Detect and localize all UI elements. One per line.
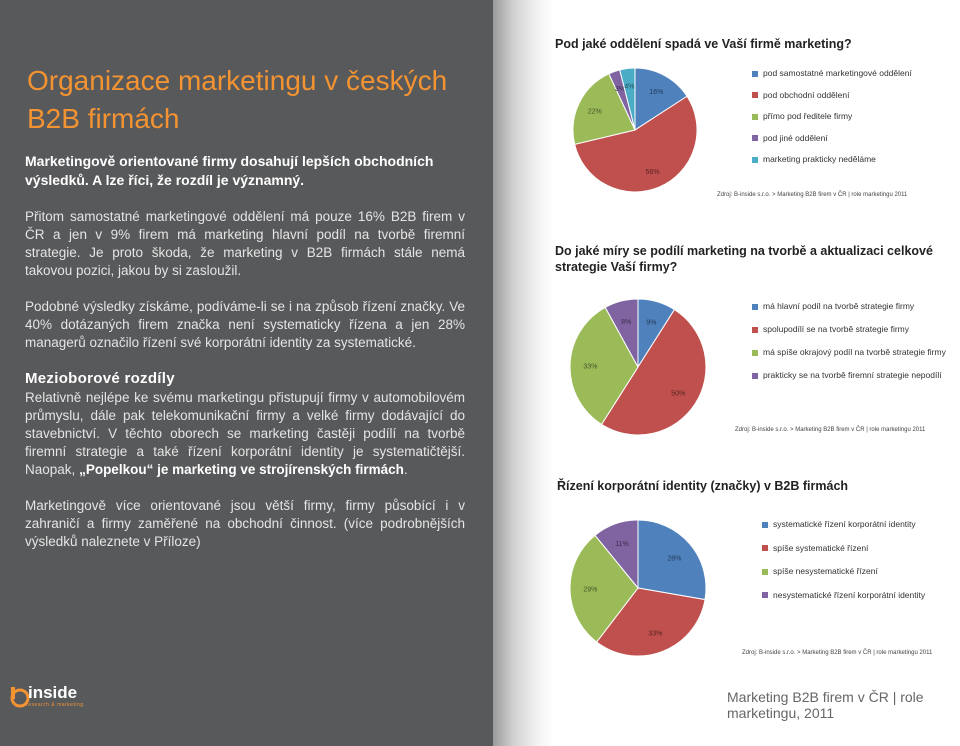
legend-swatch — [752, 135, 758, 141]
legend-label: má hlavní podíl na tvorbě strategie firmy — [763, 301, 915, 311]
legend-label: prakticky se na tvorbě firemní strategie nepodílí — [763, 370, 942, 380]
legend-swatch — [752, 92, 758, 98]
legend-swatch — [752, 157, 758, 163]
chart-2-legend-item-4 — [752, 370, 942, 380]
page-footer: Marketing B2B firem v ČR | role marketingu, 2011 — [727, 689, 924, 721]
legend-swatch — [752, 304, 758, 310]
chart-3-data-label-1: 28% — [667, 555, 682, 563]
chart-1-pie — [570, 58, 710, 198]
legend-label: spíše systematické řízení — [773, 542, 869, 553]
chart-2-pie — [563, 292, 713, 442]
chart-3-legend-item-2 — [762, 543, 868, 553]
chart-2-question: Do jaké míry se podílí marketing na tvorbě a aktualizaci celkové strategie Vaší firmy? — [555, 244, 933, 274]
page-title: Organizace marketingu v českých B2B firmách — [27, 65, 448, 134]
chart-1-legend-item-5 — [752, 154, 876, 164]
chart-3-data-label-4: 11% — [615, 541, 629, 549]
legend-label: spolupodílí se na tvorbě strategie firmy — [763, 324, 909, 334]
legend-swatch — [752, 114, 758, 120]
chart-1-legend-item-1 — [752, 68, 912, 78]
chart-2-data-label-2: 50% — [671, 390, 686, 398]
chart-2-data-label-4: 8% — [621, 318, 632, 326]
chart-3-legend-item-1 — [762, 519, 916, 529]
chart-1-data-label-4: 3% — [614, 85, 626, 93]
logo-subtitle: research & marketing — [26, 702, 84, 708]
legend-swatch — [752, 373, 758, 379]
legend-label: pod obchodní oddělení — [763, 89, 850, 100]
legend-swatch — [752, 71, 758, 77]
legend-swatch — [752, 350, 758, 356]
chart-1-data-label-1: 16% — [649, 88, 664, 96]
chart-3-source: Zdroj: B-inside s.r.o. > Marketing B2B firem v ČR | role marketingu 2011 — [742, 650, 933, 656]
legend-swatch — [762, 569, 768, 575]
legend-swatch — [762, 592, 768, 598]
legend-swatch — [762, 522, 768, 528]
chart-1-data-label-5: 4% — [624, 83, 635, 91]
chart-2-data-label-3: 33% — [583, 363, 598, 371]
chart-1-source: Zdroj: B-inside s.r.o. > Marketing B2B firem v ČR | role marketingu 2011 — [717, 192, 908, 198]
page-fold-shadow — [493, 0, 553, 746]
chart-1-data-label-2: 56% — [645, 169, 660, 177]
legend-swatch — [762, 545, 768, 551]
paragraph-1: Přitom samostatné marketingové oddělení má pouze 16% B2B firem v ČR a jen v 9% firem má marketing hlavní podíl na tvorbě firemní strategie. Je proto škoda, že marketing v B2B firmách stále nemá takovou pozici, jakou by si zasloužil. — [25, 209, 465, 278]
legend-swatch — [752, 327, 758, 333]
paragraph-3-strong: „Popelkou“ je marketing ve strojírenských firmách — [79, 462, 404, 477]
legend-label: pod jiné oddělení — [763, 132, 828, 143]
chart-1-legend-item-4 — [752, 133, 828, 143]
section-heading: Mezioborové rozdíly — [25, 370, 175, 387]
chart-3-data-label-2: 33% — [648, 630, 663, 638]
paragraph-2: Podobné výsledky získáme, podíváme-li se i na způsob řízení značky. Ve 40% dotázaných firem značka není systematicky řízena a jen 28% managerů označilo řízení své korporátní identity za systematické. — [25, 299, 465, 350]
legend-label: spíše nesystematické řízení — [773, 566, 878, 576]
chart-2-data-label-1: 9% — [646, 319, 657, 327]
legend-label: pod samostatné marketingové oddělení — [763, 68, 912, 78]
chart-1-data-label-3: 22% — [587, 108, 602, 116]
legend-label: má spíše okrajový podíl na tvorbě strategie firmy — [763, 347, 946, 357]
chart-2-legend-item-3 — [752, 347, 946, 357]
paragraph-3-end: . — [403, 462, 408, 477]
chart-3-pie — [563, 513, 713, 663]
legend-label: systematické řízení korporátní identity — [773, 519, 916, 529]
paragraph-3-text: Relativně nejlépe ke svému marketingu přistupují firmy v automobilovém průmyslu, dále pak telekomunikační firmy a velké firmy dodávající do stavebnictví. V těchto oborech se marketing častěji podílí na tvorbě firemní strategie a také řízení korporátní identity je systematičtější. Naopak, — [25, 390, 465, 477]
lead-paragraph: Marketingově orientované firmy dosahují lepších obchodních výsledků. A lze říci, že rozdíl je významný. — [25, 153, 434, 188]
chart-1-legend-item-3 — [752, 111, 852, 121]
legend-label: nesystematické řízení korporátní identity — [773, 589, 926, 600]
chart-2-legend-item-1 — [752, 301, 914, 311]
chart-2-source: Zdroj: B-inside s.r.o. > Marketing B2B firem v ČR | role marketingu 2011 — [735, 427, 926, 433]
logo-text: inside — [28, 683, 78, 702]
chart-3-question: Řízení korporátní identity (značky) v B2B firmách — [557, 479, 849, 493]
paragraph-3 — [25, 389, 465, 479]
chart-1-question: Pod jaké oddělení spadá ve Vaší firmě marketing? — [555, 37, 852, 51]
chart-3-legend-item-4 — [762, 590, 925, 600]
paragraph-4: Marketingově více orientované jsou větší firmy, firmy působící i v zahraničí a firmy zaměřené na obchodní činnost. (více podrobnějších výsledků naleznete v Příloze) — [25, 498, 465, 549]
legend-label: marketing prakticky neděláme — [763, 154, 876, 164]
chart-3-data-label-3: 29% — [583, 586, 598, 594]
chart-1-legend-item-2 — [752, 90, 850, 100]
chart-3-legend-item-3 — [762, 566, 878, 576]
chart-2-legend-item-2 — [752, 324, 909, 334]
legend-label: přímo pod ředitele firmy — [763, 111, 853, 121]
